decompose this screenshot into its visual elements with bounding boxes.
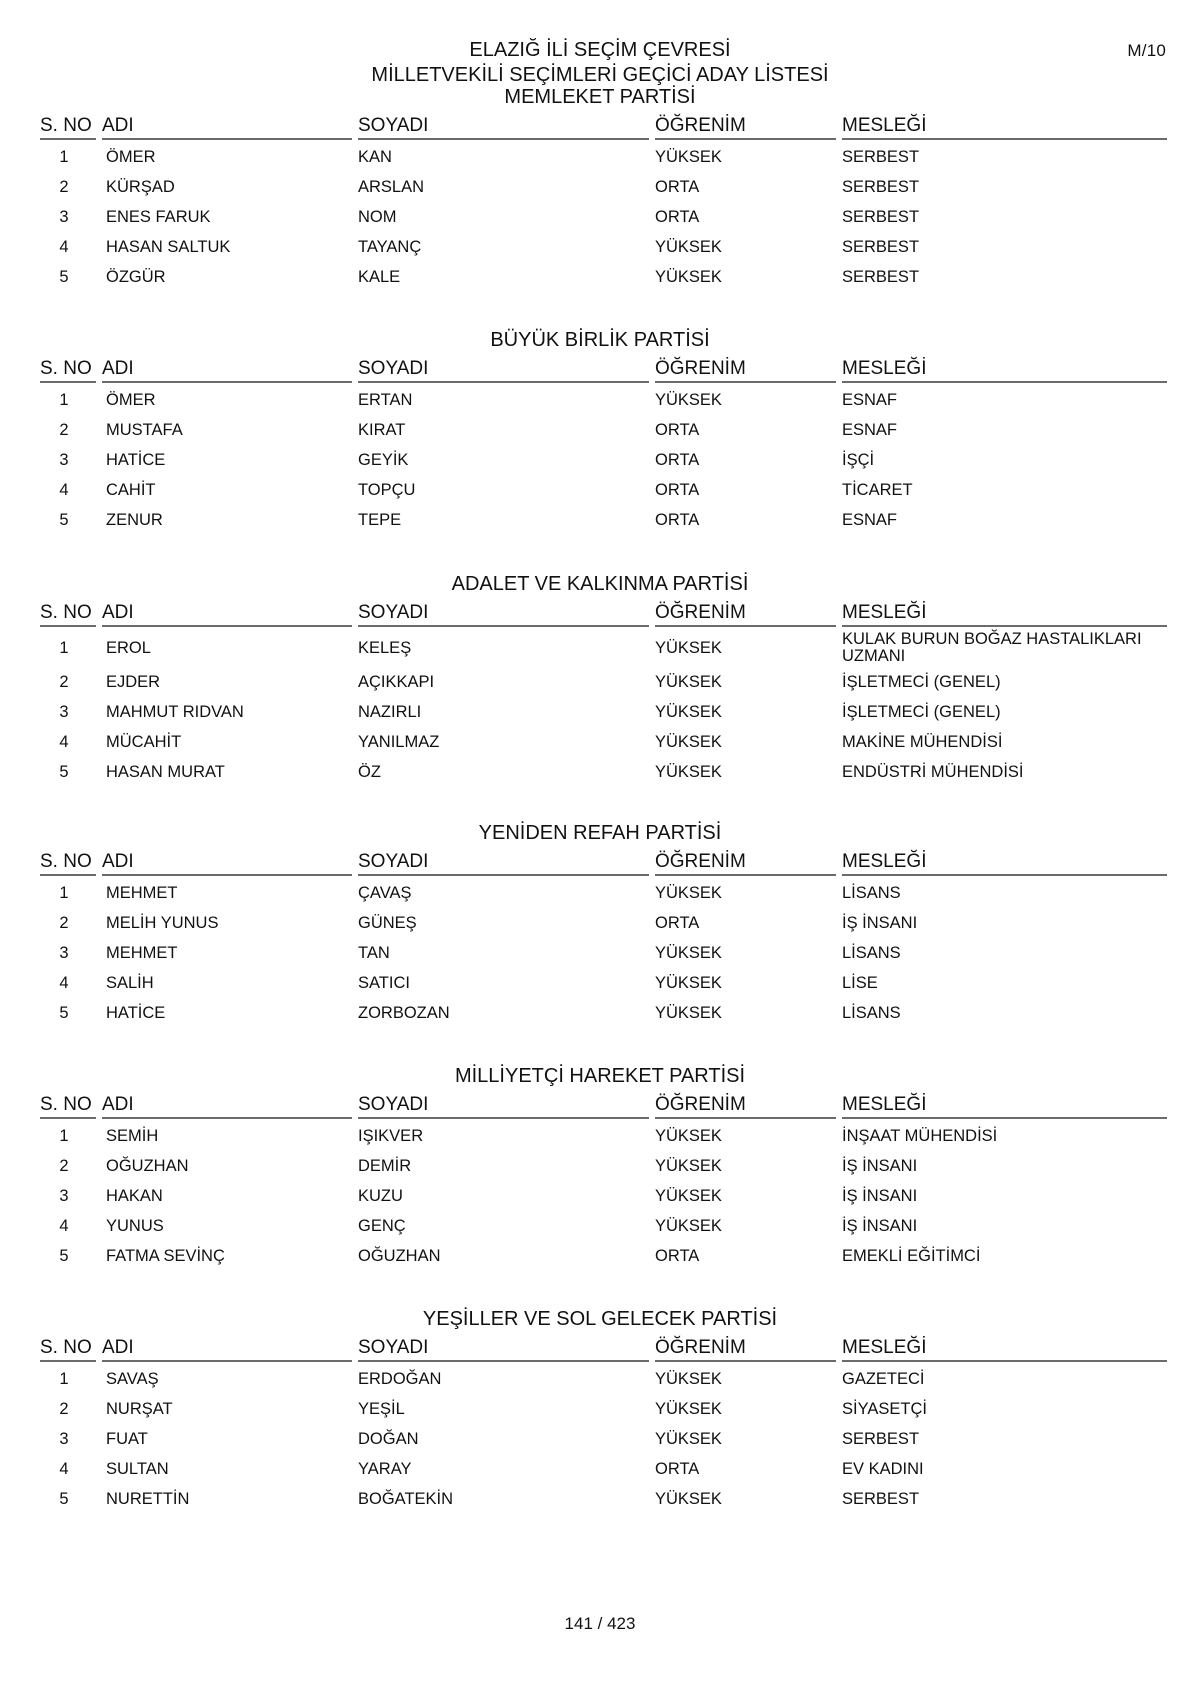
party-title: ADALET VE KALKINMA PARTİSİ xyxy=(451,573,749,595)
party-section xyxy=(0,821,1200,1022)
column-header-adi xyxy=(102,602,358,629)
cell-meslegi: EMEKLİ EĞİTİMCİ xyxy=(842,1246,981,1265)
cell-sira-no: 5 xyxy=(59,1489,69,1508)
cell-soyadi: ERTAN xyxy=(358,390,413,409)
cell-ogrenim: YÜKSEK xyxy=(655,1216,722,1235)
cell-adi: ÖMER xyxy=(106,147,156,166)
cell-adi: HASAN SALTUK xyxy=(106,237,231,256)
cell-meslegi: LİSANS xyxy=(842,883,901,902)
cell-sira-no: 1 xyxy=(59,147,69,166)
cell-soyadi: IŞIKVER xyxy=(358,1126,424,1145)
column-header-label: ADI xyxy=(102,358,352,383)
cell-adi: MELİH YUNUS xyxy=(106,913,219,932)
cell-sira-no: 5 xyxy=(59,510,69,529)
table-row xyxy=(40,1181,1167,1211)
cell-meslegi: LİSE xyxy=(842,973,878,992)
column-header-soyadi xyxy=(358,851,655,878)
column-header-meslegi xyxy=(842,1337,1167,1364)
column-header-sno xyxy=(40,1094,102,1121)
cell-meslegi: ENDÜSTRİ MÜHENDİSİ xyxy=(842,762,1024,781)
column-header-ogrenim xyxy=(655,1337,842,1364)
cell-soyadi: GÜNEŞ xyxy=(358,913,417,932)
cell-soyadi: GEYİK xyxy=(358,450,409,469)
cell-sira-no: 5 xyxy=(59,267,69,286)
column-header-adi xyxy=(102,1094,358,1121)
cell-sira-no: 3 xyxy=(59,943,69,962)
cell-adi: NURETTİN xyxy=(106,1489,190,1508)
cell-adi: SEMİH xyxy=(106,1126,159,1145)
table-row xyxy=(40,232,1167,262)
table-row xyxy=(40,172,1167,202)
cell-ogrenim: YÜKSEK xyxy=(655,1399,722,1418)
cell-meslegi: SERBEST xyxy=(842,267,920,286)
table-row xyxy=(40,667,1167,697)
cell-sira-no: 2 xyxy=(59,672,69,691)
party-title: BÜYÜK BİRLİK PARTİSİ xyxy=(490,329,710,351)
column-header-meslegi xyxy=(842,1094,1167,1121)
column-header-sno xyxy=(40,602,102,629)
column-header-adi xyxy=(102,358,358,385)
header-line-1: ELAZIĞ İLİ SEÇİM ÇEVRESİ xyxy=(469,39,731,61)
party-title: YENİDEN REFAH PARTİSİ xyxy=(478,822,722,844)
cell-meslegi: İŞ İNSANI xyxy=(842,1186,918,1205)
table-header-row xyxy=(40,1337,1167,1364)
party-title: MİLLİYETÇİ HAREKET PARTİSİ xyxy=(454,1065,746,1087)
cell-soyadi: ÖZ xyxy=(358,762,381,781)
table-header-row xyxy=(40,1094,1167,1121)
table-row xyxy=(40,1211,1167,1241)
cell-adi: SAVAŞ xyxy=(106,1369,159,1388)
cell-ogrenim: YÜKSEK xyxy=(655,1369,722,1388)
column-header-label: SOYADI xyxy=(358,1337,649,1362)
table-row xyxy=(40,697,1167,727)
party-title: YEŞİLLER VE SOL GELECEK PARTİSİ xyxy=(422,1308,778,1330)
cell-meslegi: SERBEST xyxy=(842,237,920,256)
column-header-label: SOYADI xyxy=(358,1094,649,1119)
cell-soyadi: KUZU xyxy=(358,1186,403,1205)
cell-adi: SULTAN xyxy=(106,1459,169,1478)
cell-ogrenim: YÜKSEK xyxy=(655,390,722,409)
cell-soyadi: DEMİR xyxy=(358,1156,412,1175)
cell-sira-no: 2 xyxy=(59,177,69,196)
column-header-sno xyxy=(40,115,102,142)
table-row xyxy=(40,1484,1167,1514)
cell-sira-no: 2 xyxy=(59,913,69,932)
column-header-label: MESLEĞİ xyxy=(842,602,1167,627)
cell-soyadi: GENÇ xyxy=(358,1216,406,1235)
cell-soyadi: AÇIKKAPI xyxy=(358,672,435,691)
cell-soyadi: NAZIRLI xyxy=(358,702,422,721)
cell-meslegi: İŞLETMECİ (GENEL) xyxy=(842,672,1001,691)
column-header-ogrenim xyxy=(655,115,842,142)
page-number: 141 / 423 xyxy=(564,1614,636,1633)
cell-meslegi: LİSANS xyxy=(842,943,901,962)
party-section xyxy=(0,572,1200,781)
column-header-meslegi xyxy=(842,851,1167,878)
table-row xyxy=(40,142,1167,172)
cell-ogrenim: ORTA xyxy=(655,1459,700,1478)
table-row xyxy=(40,968,1167,998)
table-row xyxy=(40,908,1167,938)
cell-ogrenim: YÜKSEK xyxy=(655,973,722,992)
cell-ogrenim: ORTA xyxy=(655,1246,700,1265)
party-section xyxy=(0,1307,1200,1508)
column-header-label: ÖĞRENİM xyxy=(655,851,836,876)
table-row xyxy=(40,475,1167,505)
cell-ogrenim: YÜKSEK xyxy=(655,672,722,691)
column-header-label: S. NO xyxy=(40,1337,96,1362)
table-row xyxy=(40,415,1167,445)
cell-sira-no: 1 xyxy=(59,1369,69,1388)
cell-sira-no: 4 xyxy=(59,480,69,499)
column-header-label: S. NO xyxy=(40,602,96,627)
cell-ogrenim: YÜKSEK xyxy=(655,1126,722,1145)
cell-adi: EJDER xyxy=(106,672,161,691)
table-row xyxy=(40,1394,1167,1424)
cell-soyadi: KIRAT xyxy=(358,420,406,439)
cell-adi: KÜRŞAD xyxy=(106,177,175,196)
cell-meslegi: EV KADINI xyxy=(842,1459,924,1478)
cell-meslegi: İNŞAAT MÜHENDİSİ xyxy=(842,1126,998,1145)
party-section xyxy=(0,85,1200,286)
cell-soyadi: NOM xyxy=(358,207,397,226)
cell-sira-no: 3 xyxy=(59,1186,69,1205)
table-row xyxy=(40,262,1167,292)
cell-sira-no: 1 xyxy=(59,883,69,902)
cell-adi: HAKAN xyxy=(106,1186,163,1205)
cell-ogrenim: ORTA xyxy=(655,420,700,439)
cell-sira-no: 4 xyxy=(59,732,69,751)
cell-sira-no: 4 xyxy=(59,1459,69,1478)
column-header-label: ÖĞRENİM xyxy=(655,602,836,627)
cell-sira-no: 1 xyxy=(59,1126,69,1145)
column-header-soyadi xyxy=(358,1337,655,1364)
column-header-meslegi xyxy=(842,115,1167,142)
cell-meslegi: İŞLETMECİ (GENEL) xyxy=(842,702,1001,721)
cell-ogrenim: YÜKSEK xyxy=(655,702,722,721)
cell-meslegi: ESNAF xyxy=(842,420,898,439)
column-header-soyadi xyxy=(358,358,655,385)
column-header-label: ADI xyxy=(102,602,352,627)
party-section xyxy=(0,328,1200,529)
cell-ogrenim: YÜKSEK xyxy=(655,1429,722,1448)
cell-meslegi: SERBEST xyxy=(842,1489,920,1508)
cell-meslegi: SİYASETÇİ xyxy=(842,1399,927,1418)
column-header-label: ÖĞRENİM xyxy=(655,1337,836,1362)
cell-meslegi: LİSANS xyxy=(842,1003,901,1022)
cell-adi: EROL xyxy=(106,638,151,657)
cell-sira-no: 3 xyxy=(59,450,69,469)
column-header-label: MESLEĞİ xyxy=(842,358,1167,383)
cell-soyadi: TAN xyxy=(358,943,390,962)
cell-ogrenim: YÜKSEK xyxy=(655,1156,722,1175)
column-header-meslegi xyxy=(842,358,1167,385)
cell-meslegi: MAKİNE MÜHENDİSİ xyxy=(842,732,1003,751)
table-row xyxy=(40,727,1167,757)
cell-adi: ENES FARUK xyxy=(106,207,211,226)
column-header-label: MESLEĞİ xyxy=(842,1094,1167,1119)
cell-ogrenim: YÜKSEK xyxy=(655,638,722,657)
cell-meslegi: SERBEST xyxy=(842,1429,920,1448)
column-header-ogrenim xyxy=(655,1094,842,1121)
cell-soyadi: ERDOĞAN xyxy=(358,1369,442,1388)
cell-ogrenim: YÜKSEK xyxy=(655,943,722,962)
cell-adi: SALİH xyxy=(106,973,154,992)
column-header-label: S. NO xyxy=(40,358,96,383)
column-header-label: SOYADI xyxy=(358,358,649,383)
cell-adi: MAHMUT RIDVAN xyxy=(106,702,244,721)
candidate-table xyxy=(40,602,1167,787)
cell-sira-no: 5 xyxy=(59,1003,69,1022)
column-header-adi xyxy=(102,115,358,142)
cell-sira-no: 2 xyxy=(59,420,69,439)
cell-ogrenim: YÜKSEK xyxy=(655,267,722,286)
cell-meslegi: KULAK BURUN BOĞAZ HASTALIKLARI UZMANI xyxy=(842,630,1142,665)
cell-sira-no: 2 xyxy=(59,1156,69,1175)
cell-soyadi: TEPE xyxy=(358,510,402,529)
cell-ogrenim: YÜKSEK xyxy=(655,147,722,166)
cell-adi: ÖZGÜR xyxy=(106,267,166,286)
cell-soyadi: ARSLAN xyxy=(358,177,425,196)
cell-sira-no: 2 xyxy=(59,1399,69,1418)
table-row xyxy=(40,1241,1167,1271)
cell-adi: NURŞAT xyxy=(106,1399,173,1418)
column-header-label: ÖĞRENİM xyxy=(655,115,836,140)
cell-soyadi: OĞUZHAN xyxy=(358,1246,441,1265)
table-row xyxy=(40,1454,1167,1484)
cell-sira-no: 4 xyxy=(59,973,69,992)
cell-meslegi: ESNAF xyxy=(842,390,898,409)
column-header-sno xyxy=(40,1337,102,1364)
column-header-ogrenim xyxy=(655,602,842,629)
cell-ogrenim: ORTA xyxy=(655,450,700,469)
column-header-adi xyxy=(102,1337,358,1364)
table-row xyxy=(40,878,1167,908)
cell-ogrenim: YÜKSEK xyxy=(655,762,722,781)
cell-ogrenim: YÜKSEK xyxy=(655,732,722,751)
cell-meslegi: İŞ İNSANI xyxy=(842,1216,918,1235)
cell-soyadi: KELEŞ xyxy=(358,638,412,657)
cell-adi: MÜCAHİT xyxy=(106,732,182,751)
cell-ogrenim: YÜKSEK xyxy=(655,1186,722,1205)
cell-adi: OĞUZHAN xyxy=(106,1156,189,1175)
cell-soyadi: TOPÇU xyxy=(358,480,416,499)
cell-ogrenim: YÜKSEK xyxy=(655,1003,722,1022)
column-header-soyadi xyxy=(358,115,655,142)
cell-soyadi: YANILMAZ xyxy=(358,732,440,751)
cell-meslegi: SERBEST xyxy=(842,207,920,226)
column-header-label: ADI xyxy=(102,1094,352,1119)
column-header-label: MESLEĞİ xyxy=(842,851,1167,876)
party-section xyxy=(0,1064,1200,1265)
cell-sira-no: 1 xyxy=(59,390,69,409)
cell-meslegi: İŞÇİ xyxy=(842,450,875,469)
table-row xyxy=(40,629,1167,667)
cell-soyadi: ÇAVAŞ xyxy=(358,883,412,902)
cell-soyadi: YEŞİL xyxy=(358,1399,405,1418)
table-row xyxy=(40,757,1167,787)
cell-meslegi: TİCARET xyxy=(842,480,913,499)
candidate-table xyxy=(40,851,1167,1028)
column-header-label: ADI xyxy=(102,1337,352,1362)
column-header-label: ÖĞRENİM xyxy=(655,358,836,383)
cell-ogrenim: YÜKSEK xyxy=(655,1489,722,1508)
table-row xyxy=(40,998,1167,1028)
table-row xyxy=(40,385,1167,415)
column-header-ogrenim xyxy=(655,851,842,878)
table-row xyxy=(40,445,1167,475)
column-header-label: S. NO xyxy=(40,1094,96,1119)
column-header-sno xyxy=(40,358,102,385)
document-header xyxy=(0,38,1200,87)
column-header-ogrenim xyxy=(655,358,842,385)
candidate-table xyxy=(40,1094,1167,1271)
cell-sira-no: 3 xyxy=(59,1429,69,1448)
column-header-label: MESLEĞİ xyxy=(842,115,1167,140)
cell-adi: MEHMET xyxy=(106,883,178,902)
cell-ogrenim: ORTA xyxy=(655,913,700,932)
column-header-label: ADI xyxy=(102,115,352,140)
column-header-label: MESLEĞİ xyxy=(842,1337,1167,1362)
cell-sira-no: 3 xyxy=(59,207,69,226)
cell-soyadi: YARAY xyxy=(358,1459,412,1478)
cell-ogrenim: YÜKSEK xyxy=(655,883,722,902)
cell-adi: HATİCE xyxy=(106,450,166,469)
column-header-adi xyxy=(102,851,358,878)
cell-ogrenim: ORTA xyxy=(655,480,700,499)
cell-soyadi: KAN xyxy=(358,147,392,166)
column-header-label: S. NO xyxy=(40,115,96,140)
column-header-label: ADI xyxy=(102,851,352,876)
cell-soyadi: ZORBOZAN xyxy=(358,1003,450,1022)
column-header-soyadi xyxy=(358,602,655,629)
cell-ogrenim: ORTA xyxy=(655,207,700,226)
cell-adi: HASAN MURAT xyxy=(106,762,225,781)
cell-sira-no: 4 xyxy=(59,237,69,256)
cell-adi: FUAT xyxy=(106,1429,148,1448)
cell-soyadi: DOĞAN xyxy=(358,1429,419,1448)
column-header-label: ÖĞRENİM xyxy=(655,1094,836,1119)
cell-meslegi: GAZETECİ xyxy=(842,1369,925,1388)
cell-adi: MUSTAFA xyxy=(106,420,183,439)
table-row xyxy=(40,1151,1167,1181)
cell-adi: FATMA SEVİNÇ xyxy=(106,1246,225,1265)
cell-sira-no: 3 xyxy=(59,702,69,721)
header-line-2: MİLLETVEKİLİ SEÇİMLERİ GEÇİCİ ADAY LİSTESİ xyxy=(371,63,829,86)
cell-sira-no: 5 xyxy=(59,1246,69,1265)
table-header-row xyxy=(40,851,1167,878)
cell-soyadi: KALE xyxy=(358,267,401,286)
table-header-row xyxy=(40,358,1167,385)
cell-soyadi: BOĞATEKİN xyxy=(358,1489,454,1508)
column-header-label: S. NO xyxy=(40,851,96,876)
cell-adi: HATİCE xyxy=(106,1003,166,1022)
cell-sira-no: 5 xyxy=(59,762,69,781)
column-header-label: SOYADI xyxy=(358,602,649,627)
cell-adi: ÖMER xyxy=(106,390,156,409)
cell-soyadi: SATICI xyxy=(358,973,410,992)
table-row xyxy=(40,938,1167,968)
cell-ogrenim: YÜKSEK xyxy=(655,237,722,256)
cell-meslegi: SERBEST xyxy=(842,177,920,196)
candidate-table xyxy=(40,115,1167,292)
candidate-table xyxy=(40,1337,1167,1514)
cell-ogrenim: ORTA xyxy=(655,510,700,529)
table-header-row xyxy=(40,115,1167,142)
cell-meslegi: İŞ İNSANI xyxy=(842,1156,918,1175)
candidate-table xyxy=(40,358,1167,535)
cell-meslegi: İŞ İNSANI xyxy=(842,913,918,932)
cell-adi: ZENUR xyxy=(106,510,163,529)
cell-soyadi: TAYANÇ xyxy=(358,237,422,256)
column-header-meslegi xyxy=(842,602,1167,629)
cell-adi: CAHİT xyxy=(106,480,156,499)
table-header-row xyxy=(40,602,1167,629)
party-title: MEMLEKET PARTİSİ xyxy=(504,86,696,108)
page-code: M/10 xyxy=(1127,41,1166,60)
cell-ogrenim: ORTA xyxy=(655,177,700,196)
cell-adi: YUNUS xyxy=(106,1216,164,1235)
cell-meslegi: ESNAF xyxy=(842,510,898,529)
cell-meslegi: SERBEST xyxy=(842,147,920,166)
column-header-sno xyxy=(40,851,102,878)
cell-adi: MEHMET xyxy=(106,943,178,962)
table-row xyxy=(40,1424,1167,1454)
column-header-soyadi xyxy=(358,1094,655,1121)
table-row xyxy=(40,1364,1167,1394)
cell-sira-no: 1 xyxy=(59,638,69,657)
table-row xyxy=(40,202,1167,232)
column-header-label: SOYADI xyxy=(358,851,649,876)
table-row xyxy=(40,505,1167,535)
cell-sira-no: 4 xyxy=(59,1216,69,1235)
table-row xyxy=(40,1121,1167,1151)
column-header-label: SOYADI xyxy=(358,115,649,140)
